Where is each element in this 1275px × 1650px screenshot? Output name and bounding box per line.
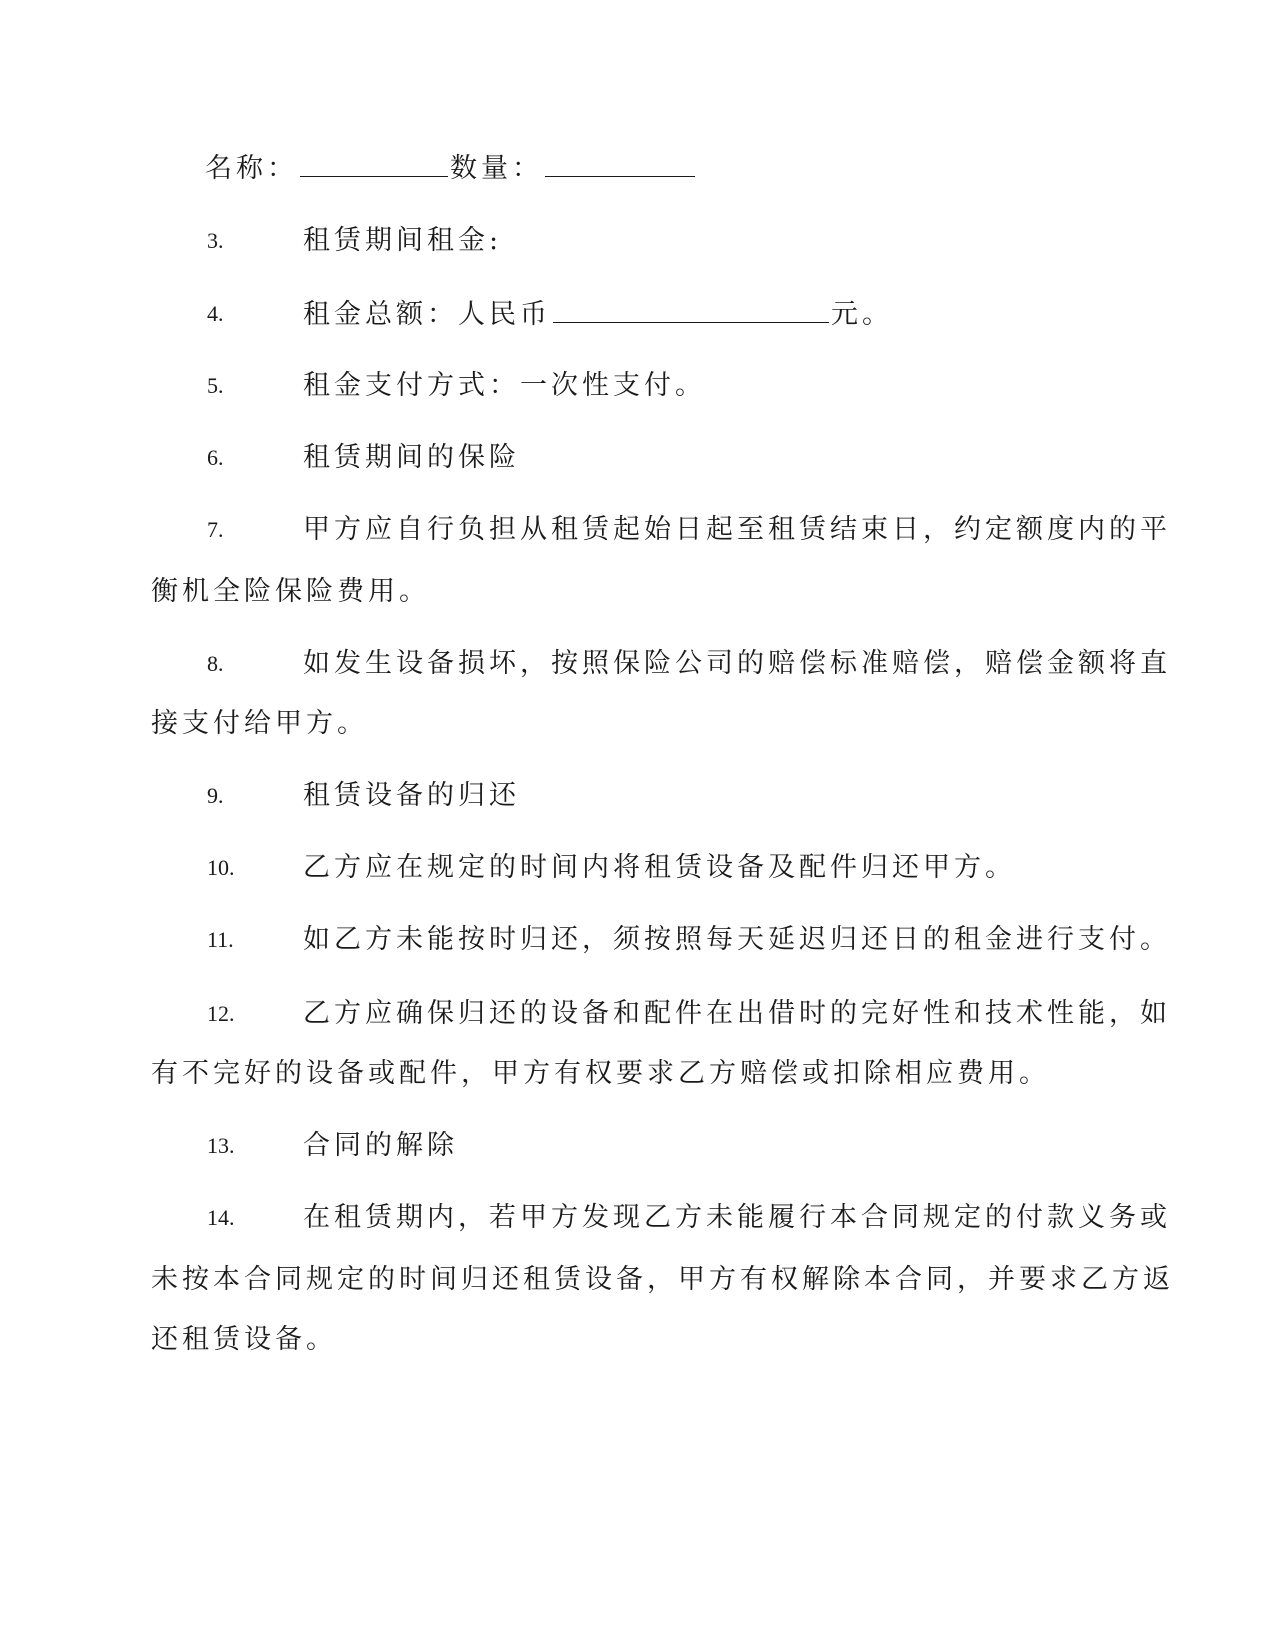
item-number: 9. [207,783,224,808]
name-label: 名称： [205,153,298,184]
section-heading: 合同的解除 [303,1130,458,1161]
item-number: 4. [207,301,224,326]
rent-currency-unit: 元。 [831,299,893,330]
section-heading: 租赁期间的保险 [303,442,520,473]
section-heading: 租赁设备的归还 [303,780,520,811]
rent-total-line [303,296,893,333]
item-number: 11. [207,927,234,952]
item-number: 5. [207,373,224,398]
item-number: 12. [207,1001,235,1026]
item-text-continued: 衡机全险保险费用。 [151,576,430,607]
item-number: 3. [207,228,224,253]
item-text-continued: 有不完好的设备或配件，甲方有权要求乙方赔偿或扣除相应费用。 [151,1058,1050,1089]
item-number: 10. [207,855,235,880]
item-text: 租赁期间租金: [303,225,503,256]
item-number: 14. [207,1205,235,1230]
item-number: 6. [207,445,224,470]
item-text: 乙方应确保归还的设备和配件在出借时的完好性和技术性能，如 [303,998,1171,1029]
name-blank [300,150,448,177]
name-quantity-line [205,150,697,187]
quantity-label: 数量： [450,153,543,184]
item-text-continued: 未按本合同规定的时间归还租赁设备，甲方有权解除本合同，并要求乙方返 [151,1264,1174,1295]
item-text-continued: 还租赁设备。 [151,1324,337,1355]
rent-amount-blank [553,296,829,323]
quantity-blank [545,150,695,177]
item-text: 甲方应自行负担从租赁起始日起至租赁结束日，约定额度内的平 [303,514,1171,545]
item-number: 8. [207,651,224,676]
item-text-continued: 接支付给甲方。 [151,708,368,739]
item-number: 13. [207,1133,235,1158]
item-text: 如乙方未能按时归还，须按照每天延迟归还日的租金进行支付。 [303,924,1171,955]
item-text: 租金支付方式：一次性支付。 [303,370,706,401]
item-text: 如发生设备损坏，按照保险公司的赔偿标准赔偿，赔偿金额将直 [303,648,1171,679]
item-number: 7. [207,517,224,542]
item-text: 在租赁期内，若甲方发现乙方未能履行本合同规定的付款义务或 [303,1202,1171,1233]
item-text: 乙方应在规定的时间内将租赁设备及配件归还甲方。 [303,852,1016,883]
rent-total-label: 租金总额：人民币 [303,299,551,330]
